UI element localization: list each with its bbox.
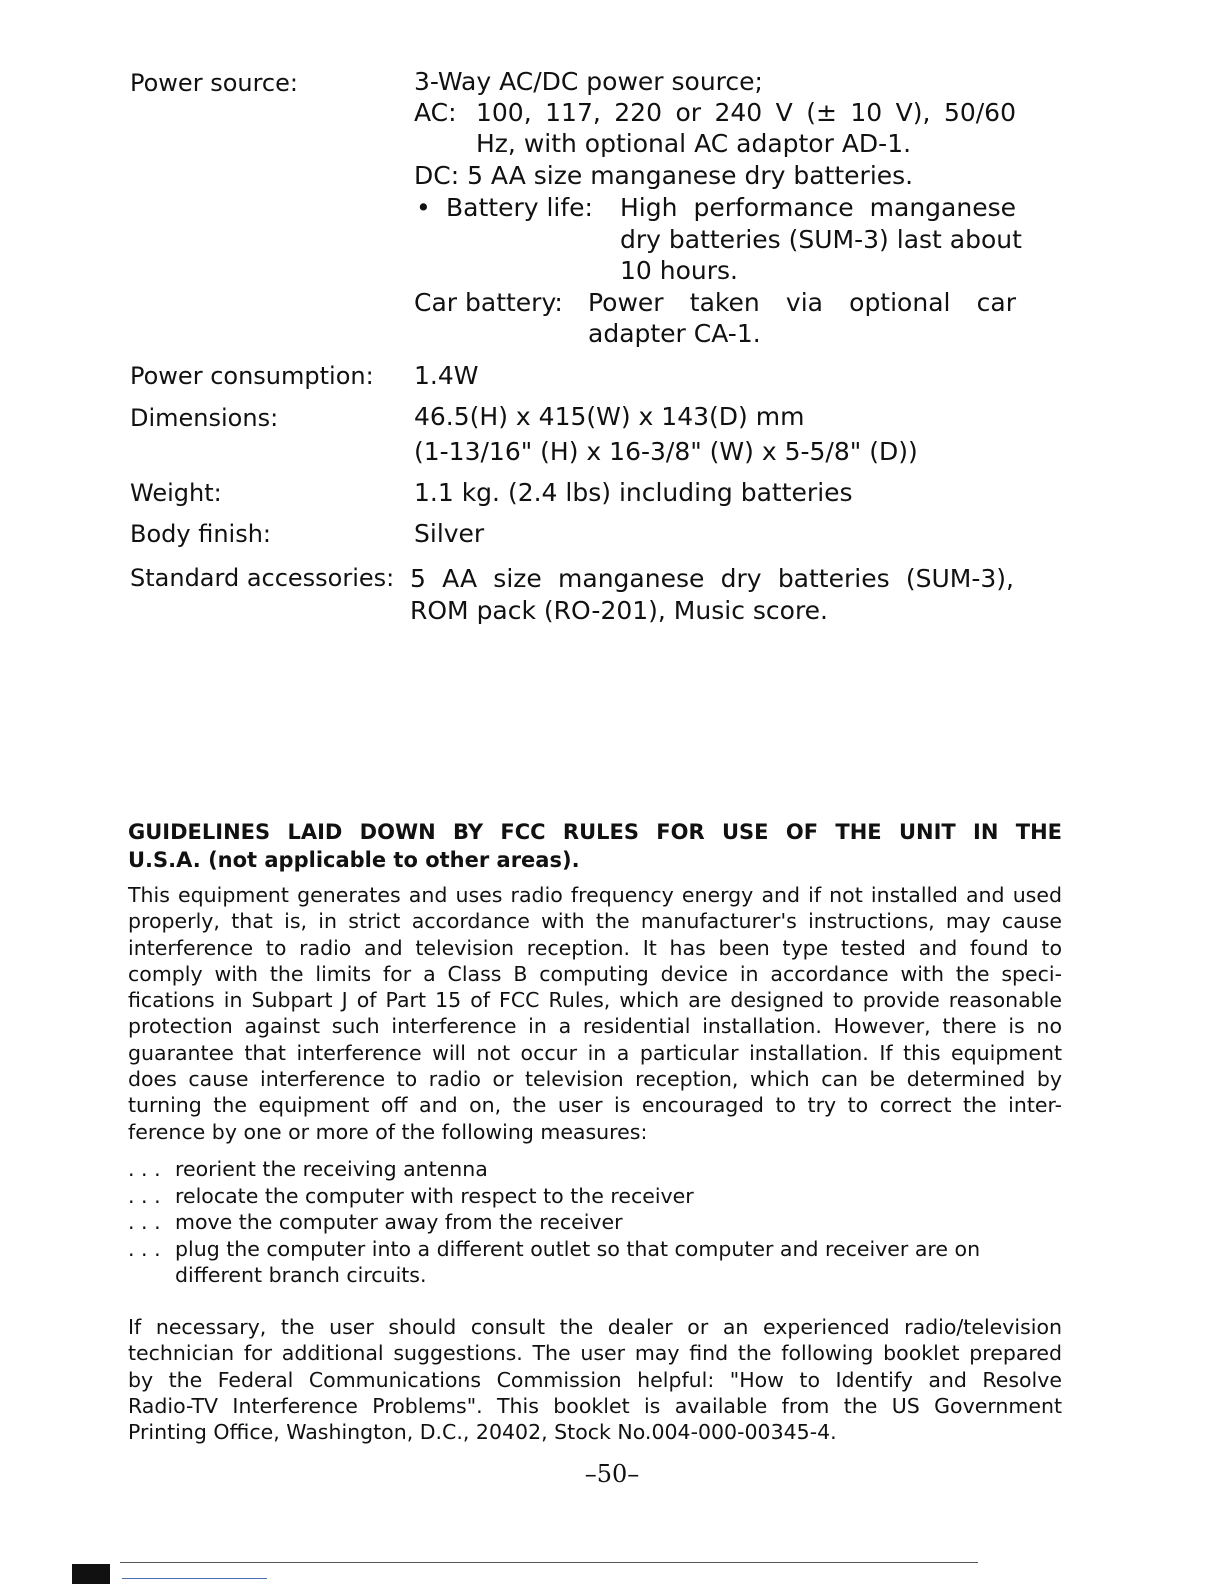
fcc-paragraph-1-line: protection against such interference in a residential installation. However, there is no bbox=[128, 1014, 1062, 1039]
fcc-paragraph-2 bbox=[128, 1314, 1062, 1445]
measure-ellipsis: . . . bbox=[128, 1183, 161, 1208]
fcc-paragraph-1-line: interference to radio and television reception. It has been type tested and found to bbox=[128, 935, 1062, 960]
battery-life-label: Battery life: bbox=[446, 193, 593, 222]
ac-line1: 100, 117, 220 or 240 V (± 10 V), 50/60 bbox=[476, 98, 1016, 127]
battery-line1: High performance manganese bbox=[620, 193, 1016, 222]
measure-text: reorient the receiving antenna bbox=[175, 1157, 488, 1181]
fcc-heading-line2: U.S.A. (not applicable to other areas). bbox=[128, 848, 580, 872]
dimensions-label: Dimensions: bbox=[130, 404, 279, 432]
dimensions-line2: (1-13/16" (H) x 16-3/8" (W) x 5-5/8" (D)) bbox=[414, 437, 918, 466]
ac-line2: Hz, with optional AC adaptor AD-1. bbox=[476, 129, 912, 158]
dimensions-line1: 46.5(H) x 415(W) x 143(D) mm bbox=[414, 402, 805, 431]
car-line2: adapter CA-1. bbox=[588, 319, 761, 348]
fcc-paragraph-1-line: ference by one or more of the following measures: bbox=[128, 1119, 648, 1144]
fcc-paragraph-2-line: If necessary, the user should consult the dealer or an experienced radio/television bbox=[128, 1315, 1062, 1339]
measure-item bbox=[128, 1236, 1062, 1289]
weight-value: 1.1 kg. (2.4 lbs) including batteries bbox=[414, 478, 853, 507]
fcc-paragraph-2-line: by the Federal Communications Commission helpful: "How to Identify and Resolve bbox=[128, 1367, 1062, 1392]
weight-label: Weight: bbox=[130, 479, 222, 507]
footer-rule-short bbox=[122, 1578, 267, 1579]
fcc-paragraph-2-line: Printing Office, Washington, D.C., 20402, Stock No.004-000-00345-4. bbox=[128, 1420, 837, 1445]
fcc-paragraph-1-line: does cause interference to radio or television reception, which can be determined by bbox=[128, 1067, 1062, 1092]
measure-text: relocate the computer with respect to the receiver bbox=[175, 1183, 694, 1208]
car-line1: Power taken via optional car bbox=[588, 288, 1016, 317]
fcc-paragraph-2-line: technician for additional suggestions. The user may find the following booklet prepared bbox=[128, 1341, 1062, 1366]
measure-ellipsis: . . . bbox=[128, 1157, 161, 1181]
page-number: –50– bbox=[584, 1460, 640, 1488]
measure-ellipsis: . . . bbox=[128, 1236, 161, 1261]
dc-line: DC: 5 AA size manganese dry batteries. bbox=[414, 161, 914, 190]
fcc-paragraph-1-line: turning the equipment off and on, the user is encouraged to try to correct the inter- bbox=[128, 1093, 1062, 1118]
fcc-paragraph-1-line: This equipment generates and uses radio frequency energy and if not installed and used bbox=[128, 883, 1062, 907]
standard-accessories-line2: ROM pack (RO-201), Music score. bbox=[410, 596, 829, 625]
measure-item bbox=[128, 1209, 1062, 1236]
fcc-paragraph-1-line: properly, that is, in strict accordance with the manufacturer's instructions, may cause bbox=[128, 909, 1062, 934]
standard-accessories-line1: 5 AA size manganese dry batteries (SUM-3), bbox=[410, 564, 1014, 593]
power-source-line1: 3-Way AC/DC power source; bbox=[414, 67, 763, 96]
measure-item bbox=[128, 1183, 1062, 1210]
measure-ellipsis: . . . bbox=[128, 1210, 161, 1234]
power-consumption-label: Power consumption: bbox=[130, 362, 374, 390]
corner-scan-mark bbox=[72, 1564, 110, 1584]
footer-rule bbox=[120, 1562, 978, 1563]
fcc-paragraph-2-line: Radio-TV Interference Problems". This booklet is available from the US Government bbox=[128, 1393, 1062, 1418]
standard-accessories-label: Standard accessories: bbox=[130, 564, 395, 592]
measure-item bbox=[128, 1156, 1062, 1183]
fcc-paragraph-1-line: fications in Subpart J of Part 15 of FCC Rules, which are designed to provide reasonable bbox=[128, 988, 1062, 1013]
body-finish-value: Silver bbox=[414, 519, 485, 548]
power-consumption-value: 1.4W bbox=[414, 361, 479, 390]
fcc-paragraph-1-line: comply with the limits for a Class B computing device in accordance with the speci- bbox=[128, 961, 1062, 986]
car-battery-label: Car battery: bbox=[414, 288, 563, 317]
fcc-paragraph-1-line: guarantee that interference will not occur in a particular installation. If this equipment bbox=[128, 1040, 1062, 1065]
body-finish-label: Body finish: bbox=[130, 520, 272, 548]
fcc-measures-list bbox=[128, 1156, 1062, 1289]
measure-text: plug the computer into a different outlet so that computer and receiver are on different branch circuits. bbox=[175, 1236, 981, 1287]
measure-text: move the computer away from the receiver bbox=[175, 1210, 623, 1234]
ac-prefix: AC: bbox=[414, 98, 457, 127]
fcc-paragraph-1 bbox=[128, 882, 1062, 1145]
battery-line3: 10 hours. bbox=[620, 256, 738, 285]
bullet-dot: • bbox=[416, 193, 431, 222]
power-source-label: Power source: bbox=[130, 69, 298, 97]
fcc-heading-line1: GUIDELINES LAID DOWN BY FCC RULES FOR USE OF THE UNIT IN THE bbox=[128, 820, 1062, 844]
fcc-heading bbox=[128, 818, 1062, 874]
battery-line2: dry batteries (SUM-3) last about bbox=[620, 225, 1022, 254]
